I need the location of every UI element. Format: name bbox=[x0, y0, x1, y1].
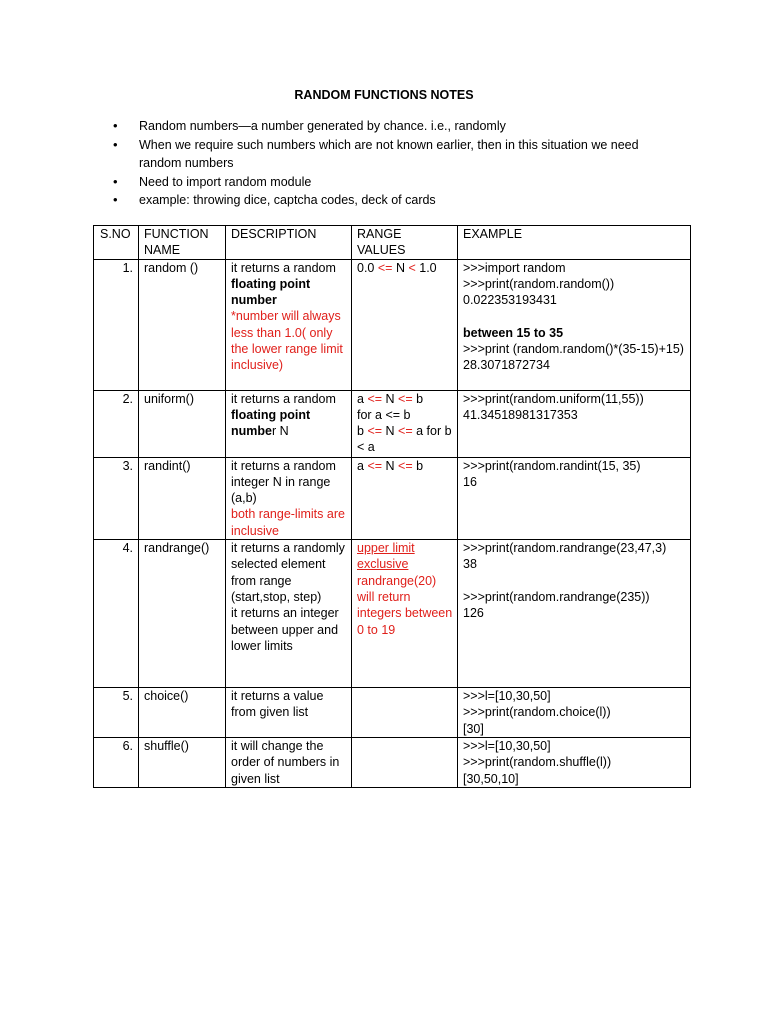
range-text: a for b < a bbox=[357, 424, 452, 455]
range-text: N bbox=[382, 458, 399, 473]
range-text: 0.0 bbox=[357, 260, 378, 275]
example-line: >>>l=[10,30,50] bbox=[463, 689, 551, 704]
example-line: >>>print(random.randint(15, 35) bbox=[463, 458, 641, 473]
range-text: a bbox=[357, 391, 368, 406]
cell-sno: 6. bbox=[94, 738, 139, 788]
desc-text: it returns a random integer N in range (a,b) bbox=[231, 458, 336, 506]
cell-description bbox=[226, 457, 352, 539]
list-item: • Need to import random module bbox=[113, 173, 683, 192]
spacer bbox=[463, 308, 686, 324]
bullet-list bbox=[113, 117, 683, 210]
cell-description: it returns a value from given list bbox=[226, 688, 352, 738]
example-line: >>>l=[10,30,50] bbox=[463, 739, 551, 754]
cell-range bbox=[352, 390, 458, 457]
example-line: 28.3071872734 bbox=[463, 358, 550, 373]
table-row bbox=[94, 738, 691, 788]
cell-range bbox=[352, 540, 458, 688]
header-example: EXAMPLE bbox=[458, 226, 691, 260]
functions-table bbox=[93, 225, 691, 788]
cell-example bbox=[458, 540, 691, 688]
list-item: • When we require such numbers which are not known earlier, then in this situation we need random numbers bbox=[113, 136, 683, 173]
range-line: for a <= b bbox=[357, 407, 411, 422]
example-line: >>>print(random.randrange(235)) bbox=[463, 589, 650, 604]
range-note: randrange(20) will return integers between 0 to 19 bbox=[357, 573, 453, 637]
desc-text: r N bbox=[271, 424, 289, 439]
range-text: a bbox=[357, 458, 368, 473]
cell-function: randrange() bbox=[139, 540, 226, 688]
cell-function: random () bbox=[139, 259, 226, 390]
table-row bbox=[94, 540, 691, 688]
range-text: N bbox=[382, 424, 399, 439]
example-line: 126 bbox=[463, 606, 484, 621]
list-item: • example: throwing dice, captcha codes, deck of cards bbox=[113, 191, 683, 210]
example-line: >>>print(random.randrange(23,47,3) bbox=[463, 541, 667, 556]
example-line: >>>print(random.uniform(11,55)) bbox=[463, 391, 644, 406]
example-line: >>>print(random.shuffle(l)) bbox=[463, 755, 612, 770]
range-text: b bbox=[412, 458, 424, 473]
cell-range bbox=[352, 688, 458, 738]
example-line: 0.022353193431 bbox=[463, 293, 557, 308]
cell-example bbox=[458, 738, 691, 788]
range-operator: <= bbox=[398, 391, 413, 406]
cell-example bbox=[458, 688, 691, 738]
cell-function: choice() bbox=[139, 688, 226, 738]
cell-function: uniform() bbox=[139, 390, 226, 457]
table-row bbox=[94, 688, 691, 738]
desc-bold: floating point number bbox=[231, 276, 311, 308]
desc-bold: floating point numbe bbox=[231, 407, 311, 439]
example-subheading: between 15 to 35 bbox=[463, 325, 564, 340]
range-operator: <= bbox=[398, 424, 413, 439]
example-line: 16 bbox=[463, 474, 477, 489]
header-function: FUNCTION NAME bbox=[139, 226, 226, 260]
desc-text: it returns a randomly selected element from range (start,stop, step) bbox=[231, 541, 345, 604]
cell-function: randint() bbox=[139, 457, 226, 539]
cell-description bbox=[226, 259, 352, 390]
range-operator: < bbox=[408, 260, 416, 275]
list-item: • Random numbers—a number generated by chance. i.e., randomly bbox=[113, 117, 683, 136]
example-line: >>>print(random.random()) bbox=[463, 276, 615, 291]
range-line bbox=[357, 391, 453, 407]
range-line bbox=[357, 423, 453, 456]
cell-example bbox=[458, 457, 691, 539]
range-text: N bbox=[392, 260, 409, 275]
cell-description bbox=[226, 390, 352, 457]
desc-note: *number will always less than 1.0( only the lower range limit inclusive) bbox=[231, 309, 343, 373]
header-range: RANGE VALUES bbox=[352, 226, 458, 260]
range-text: 1.0 bbox=[415, 260, 437, 275]
cell-sno: 5. bbox=[94, 688, 139, 738]
cell-range bbox=[352, 457, 458, 539]
range-note-underlined: upper limit exclusive bbox=[357, 541, 415, 572]
table-header-row bbox=[94, 226, 691, 260]
example-line: 41.34518981317353 bbox=[463, 407, 578, 422]
range-operator: <= bbox=[377, 260, 393, 275]
range-operator: <= bbox=[367, 424, 383, 439]
range-operator: <= bbox=[367, 458, 383, 473]
spacer bbox=[463, 573, 686, 589]
cell-sno: 4. bbox=[94, 540, 139, 688]
range-text: b bbox=[412, 391, 424, 406]
table-row bbox=[94, 457, 691, 539]
cell-sno: 1. bbox=[94, 259, 139, 390]
desc-note: both range-limits are inclusive bbox=[231, 507, 345, 538]
range-operator: <= bbox=[367, 391, 383, 406]
cell-function: shuffle() bbox=[139, 738, 226, 788]
cell-example bbox=[458, 259, 691, 390]
range-operator: <= bbox=[398, 458, 413, 473]
example-line: >>>print(random.choice(l)) bbox=[463, 705, 611, 720]
page-title: RANDOM FUNCTIONS NOTES bbox=[294, 88, 474, 102]
table-row bbox=[94, 259, 691, 390]
example-line: [30] bbox=[463, 721, 484, 736]
cell-sno: 3. bbox=[94, 457, 139, 539]
range-text: N bbox=[382, 391, 399, 406]
cell-description bbox=[226, 540, 352, 688]
table-row bbox=[94, 390, 691, 457]
example-line: >>>import random bbox=[463, 260, 566, 275]
header-sno: S.NO bbox=[94, 226, 139, 260]
example-line: [30,50,10] bbox=[463, 771, 519, 786]
desc-text: it returns a random bbox=[231, 260, 336, 275]
desc-text: it returns a random bbox=[231, 391, 336, 406]
cell-example bbox=[458, 390, 691, 457]
desc-text: it returns an integer between upper and lower limits bbox=[231, 606, 339, 653]
cell-range bbox=[352, 738, 458, 788]
cell-range bbox=[352, 259, 458, 390]
cell-description: it will change the order of numbers in given list bbox=[226, 738, 352, 788]
example-line: >>>print (random.random()*(35-15)+15) bbox=[463, 342, 684, 357]
range-text: b bbox=[357, 424, 368, 439]
example-line: 38 bbox=[463, 557, 477, 572]
cell-sno: 2. bbox=[94, 390, 139, 457]
header-description: DESCRIPTION bbox=[226, 226, 352, 260]
